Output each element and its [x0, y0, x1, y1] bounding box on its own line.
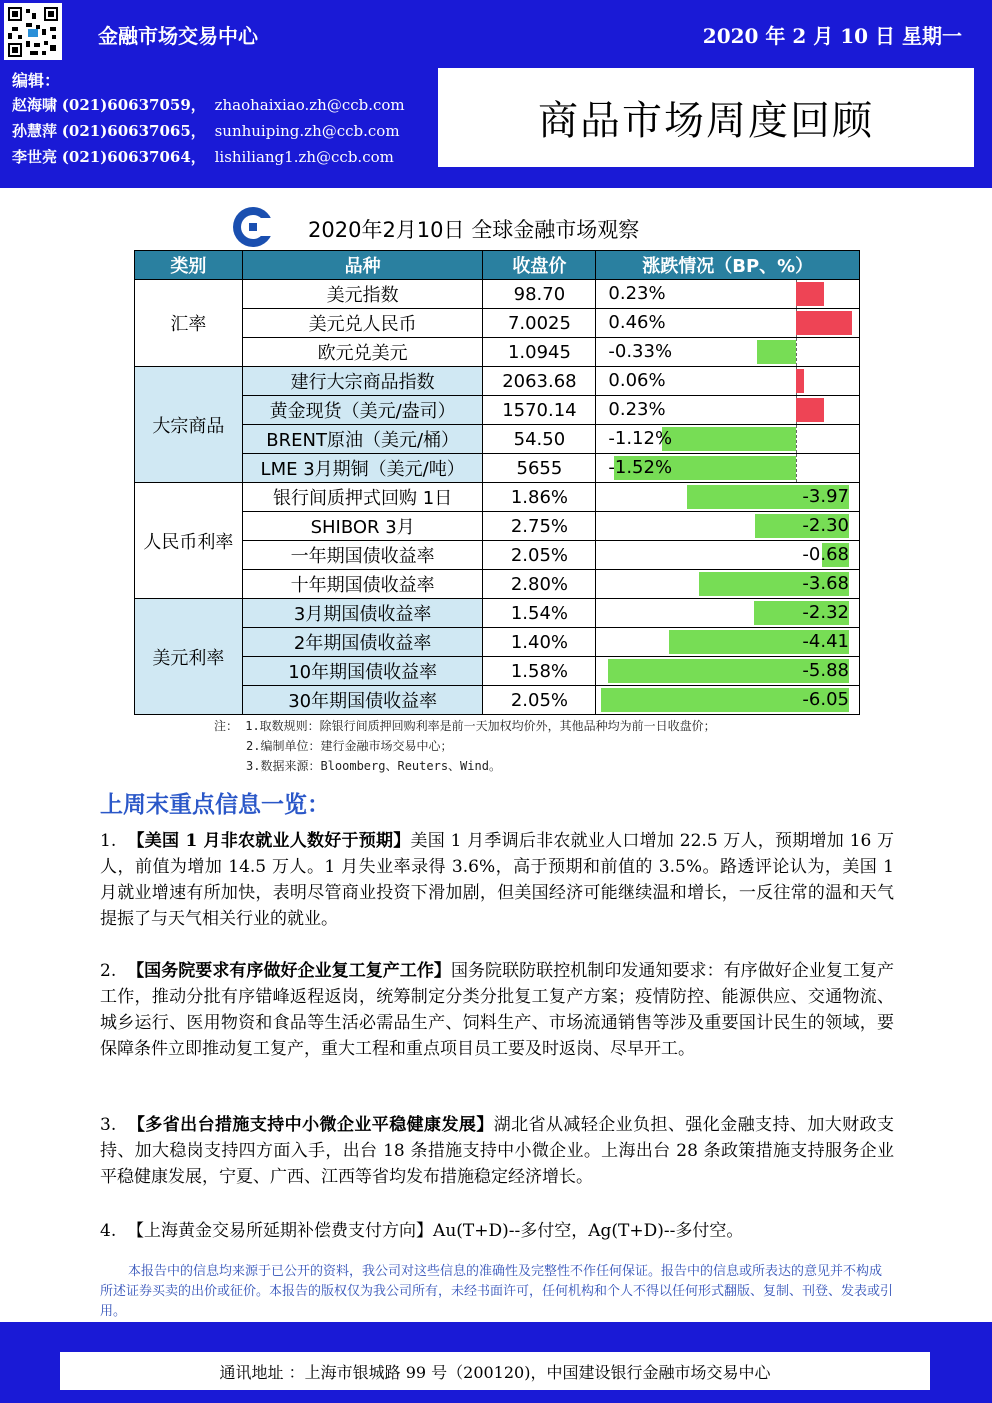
- editor-row: [12, 94, 405, 115]
- close-cell: 2.05%: [483, 686, 596, 715]
- center-name: 金融市场交易中心: [98, 24, 258, 48]
- close-cell: 1.86%: [483, 483, 596, 512]
- footer-address: 通讯地址 ：上海市银城路 99 号（200120)，中国建设银行金融市场交易中心: [60, 1352, 930, 1390]
- change-cell: [596, 512, 860, 541]
- category-cell: 大宗商品: [135, 367, 243, 483]
- change-label: -0.33%: [608, 341, 673, 362]
- close-cell: 2.75%: [483, 512, 596, 541]
- header-change: 涨跌情况（BP、%）: [596, 251, 860, 280]
- change-bar: [796, 398, 824, 422]
- table-row: [135, 570, 860, 599]
- news-number: 4.: [100, 1221, 117, 1241]
- editor-label: 编辑：: [12, 71, 61, 90]
- close-cell: 54.50: [483, 425, 596, 454]
- change-label: -6.05: [802, 689, 849, 710]
- change-cell: [596, 686, 860, 715]
- instrument-cell: 2年期国债收益率: [242, 628, 483, 657]
- change-label: -2.32: [802, 602, 849, 623]
- table-row: [135, 280, 860, 309]
- change-label: -0.68: [802, 544, 849, 565]
- change-axis: [796, 338, 797, 366]
- close-cell: 7.0025: [483, 309, 596, 338]
- change-label: -3.97: [802, 486, 849, 507]
- news-headline: 【美国 1 月非农就业人数好于预期】: [127, 831, 411, 851]
- change-axis: [796, 425, 797, 453]
- editor-email[interactable]: zhaohaixiao.zh@ccb.com: [214, 96, 405, 114]
- close-cell: 5655: [483, 454, 596, 483]
- observation-title: 2020年2月10日 全球金融市场观察: [308, 218, 640, 242]
- category-cell: 汇率: [135, 280, 243, 367]
- news-item: [100, 1218, 894, 1244]
- news-body: 湖北省从减轻企业负担、强化金融支持、加大财政支持、加大稳岗支持四方面入手，出台 18 条措施支持中小微企业。上海出台 28 条政策措施支持服务企业平稳健康发展，宁夏、广西、江西等省均发布措施稳定经济增长。: [100, 1115, 894, 1187]
- news-number: 3.: [100, 1115, 117, 1135]
- editor-panel: [2, 60, 434, 186]
- instrument-cell: 美元指数: [242, 280, 483, 309]
- change-label: 0.23%: [608, 399, 666, 420]
- table-row: [135, 454, 860, 483]
- market-table: [134, 250, 860, 715]
- report-title-box: [438, 68, 974, 167]
- report-date: 2020 年 2 月 10 日 星期一: [702, 24, 962, 48]
- news-headline: 【上海黄金交易所延期补偿费支付方向】: [127, 1221, 434, 1241]
- change-bar: [662, 427, 796, 451]
- change-cell: [596, 396, 860, 425]
- instrument-cell: 10年期国债收益率: [242, 657, 483, 686]
- close-cell: 2.80%: [483, 570, 596, 599]
- change-bar: [757, 340, 797, 364]
- change-label: -2.30: [802, 515, 849, 536]
- table-row: [135, 628, 860, 657]
- change-cell: [596, 541, 860, 570]
- change-cell: [596, 309, 860, 338]
- note-line: 2.编制单位：建行金融市场交易中心；: [246, 739, 453, 753]
- instrument-cell: 3月期国债收益率: [242, 599, 483, 628]
- close-cell: 1570.14: [483, 396, 596, 425]
- table-row: [135, 599, 860, 628]
- instrument-cell: 欧元兑美元: [242, 338, 483, 367]
- editor-phone: (021)60637064，: [61, 148, 206, 166]
- instrument-cell: 美元兑人民币: [242, 309, 483, 338]
- change-label: -3.68: [802, 573, 849, 594]
- instrument-cell: 建行大宗商品指数: [242, 367, 483, 396]
- change-cell: [596, 280, 860, 309]
- change-cell: [596, 367, 860, 396]
- note-line: 3.数据来源：Bloomberg、Reuters、Wind。: [246, 759, 501, 773]
- news-headline: 【国务院要求有序做好企业复工复产工作】: [127, 961, 451, 981]
- table-row: [135, 541, 860, 570]
- close-cell: 1.40%: [483, 628, 596, 657]
- change-label: 0.06%: [608, 370, 666, 391]
- instrument-cell: 银行间质押式回购 1日: [242, 483, 483, 512]
- editor-name: 李世亮: [12, 148, 58, 166]
- change-cell: [596, 483, 860, 512]
- editor-phone: (021)60637065，: [61, 122, 206, 140]
- close-cell: 1.54%: [483, 599, 596, 628]
- close-cell: 2.05%: [483, 541, 596, 570]
- change-cell: [596, 425, 860, 454]
- table-row: [135, 483, 860, 512]
- table-row: [135, 425, 860, 454]
- change-axis: [796, 454, 797, 482]
- close-cell: 98.70: [483, 280, 596, 309]
- table-row: [135, 396, 860, 425]
- instrument-cell: SHIBOR 3月: [242, 512, 483, 541]
- change-cell: [596, 599, 860, 628]
- note-line: 注： 1.取数规则：除银行间质押回购利率是前一天加权均价外，其他品种均为前一日收盘价；: [214, 719, 716, 733]
- change-label: -4.41: [802, 631, 849, 652]
- change-cell: [596, 338, 860, 367]
- close-cell: 1.58%: [483, 657, 596, 686]
- close-cell: 1.0945: [483, 338, 596, 367]
- ccb-logo-icon: [232, 206, 274, 248]
- editor-email[interactable]: sunhuiping.zh@ccb.com: [214, 122, 400, 140]
- disclaimer: 本报告中的信息均来源于已公开的资料，我公司对这些信息的准确性及完整性不作任何保证。报告中的信息或所表达的意见并不构成所述证券买卖的出价或征价。本报告的版权仅为我公司所有，未经书面许可，任何机构和个人不得以任何形式翻版、复制、刊登、发表或引用。: [100, 1264, 894, 1319]
- section-title: 上周末重点信息一览：: [100, 792, 330, 818]
- instrument-cell: 十年期国债收益率: [242, 570, 483, 599]
- table-row: [135, 367, 860, 396]
- table-row: [135, 657, 860, 686]
- news-body: 美国 1 月季调后非农就业人口增加 22.5 万人，预期增加 16 万人，前值为增加 14.5 万人。1 月失业率录得 3.6%，高于预期和前值的 3.5%。路透评论认为，美国 1 月就业增速有所加快，表明尽管商业投资下滑加剧，但美国经济可能继续温和增长，一反往常的温和天气提振了与天气相关行业的就业。: [100, 831, 894, 929]
- instrument-cell: LME 3月期铜（美元/吨）: [242, 454, 483, 483]
- market-table-body: [135, 280, 860, 715]
- editor-phone: (021)60637059，: [61, 96, 206, 114]
- table-row: [135, 309, 860, 338]
- news-item: [100, 1112, 894, 1190]
- table-row: [135, 686, 860, 715]
- editor-name: 孙慧萍: [12, 122, 58, 140]
- change-label: -1.52%: [608, 457, 673, 478]
- editor-email[interactable]: lishiliang1.zh@ccb.com: [214, 148, 394, 166]
- change-label: -1.12%: [608, 428, 673, 449]
- editor-row: [12, 146, 394, 167]
- change-bar: [796, 311, 851, 335]
- change-cell: [596, 570, 860, 599]
- report-title: 商品市场周度回顾: [538, 98, 874, 144]
- category-cell: 人民币利率: [135, 483, 243, 599]
- header-category: 类别: [135, 251, 243, 280]
- table-row: [135, 512, 860, 541]
- table-row: [135, 338, 860, 367]
- news-body: Au(T+D)--多付空，Ag(T+D)--多付空。: [433, 1221, 744, 1241]
- table-notes: [214, 716, 716, 776]
- editor-row: [12, 120, 400, 141]
- qr-code-icon: [4, 3, 62, 61]
- news-item: [100, 828, 894, 932]
- change-label: 0.23%: [608, 283, 666, 304]
- header-instrument: 品种: [242, 251, 483, 280]
- category-cell: 美元利率: [135, 599, 243, 715]
- instrument-cell: 30年期国债收益率: [242, 686, 483, 715]
- header-close: 收盘价: [483, 251, 596, 280]
- news-number: 1.: [100, 831, 117, 851]
- change-cell: [596, 657, 860, 686]
- instrument-cell: BRENT原油（美元/桶）: [242, 425, 483, 454]
- change-label: 0.46%: [608, 312, 666, 333]
- change-bar: [796, 369, 803, 393]
- change-cell: [596, 628, 860, 657]
- news-headline: 【多省出台措施支持中小微企业平稳健康发展】: [127, 1115, 494, 1135]
- news-item: [100, 958, 894, 1062]
- instrument-cell: 一年期国债收益率: [242, 541, 483, 570]
- change-cell: [596, 454, 860, 483]
- instrument-cell: 黄金现货（美元/盎司）: [242, 396, 483, 425]
- news-number: 2.: [100, 961, 117, 981]
- change-label: -5.88: [802, 660, 849, 681]
- change-bar: [796, 282, 824, 306]
- table-header-row: [135, 251, 860, 280]
- close-cell: 2063.68: [483, 367, 596, 396]
- editor-name: 赵海啸: [12, 96, 58, 114]
- news-body: 国务院联防联控机制印发通知要求：有序做好企业复工复产工作，推动分批有序错峰返程返岗，统筹制定分类分批复工复产方案；疫情防控、能源供应、交通物流、城乡运行、医用物资和食品等生活必需品生产、饲料生产、市场流通销售等涉及重要国计民生的领域，要保障条件立即推动复工复产，重大工程和重点项目员工要及时返岗、尽早开工。: [100, 961, 895, 1059]
